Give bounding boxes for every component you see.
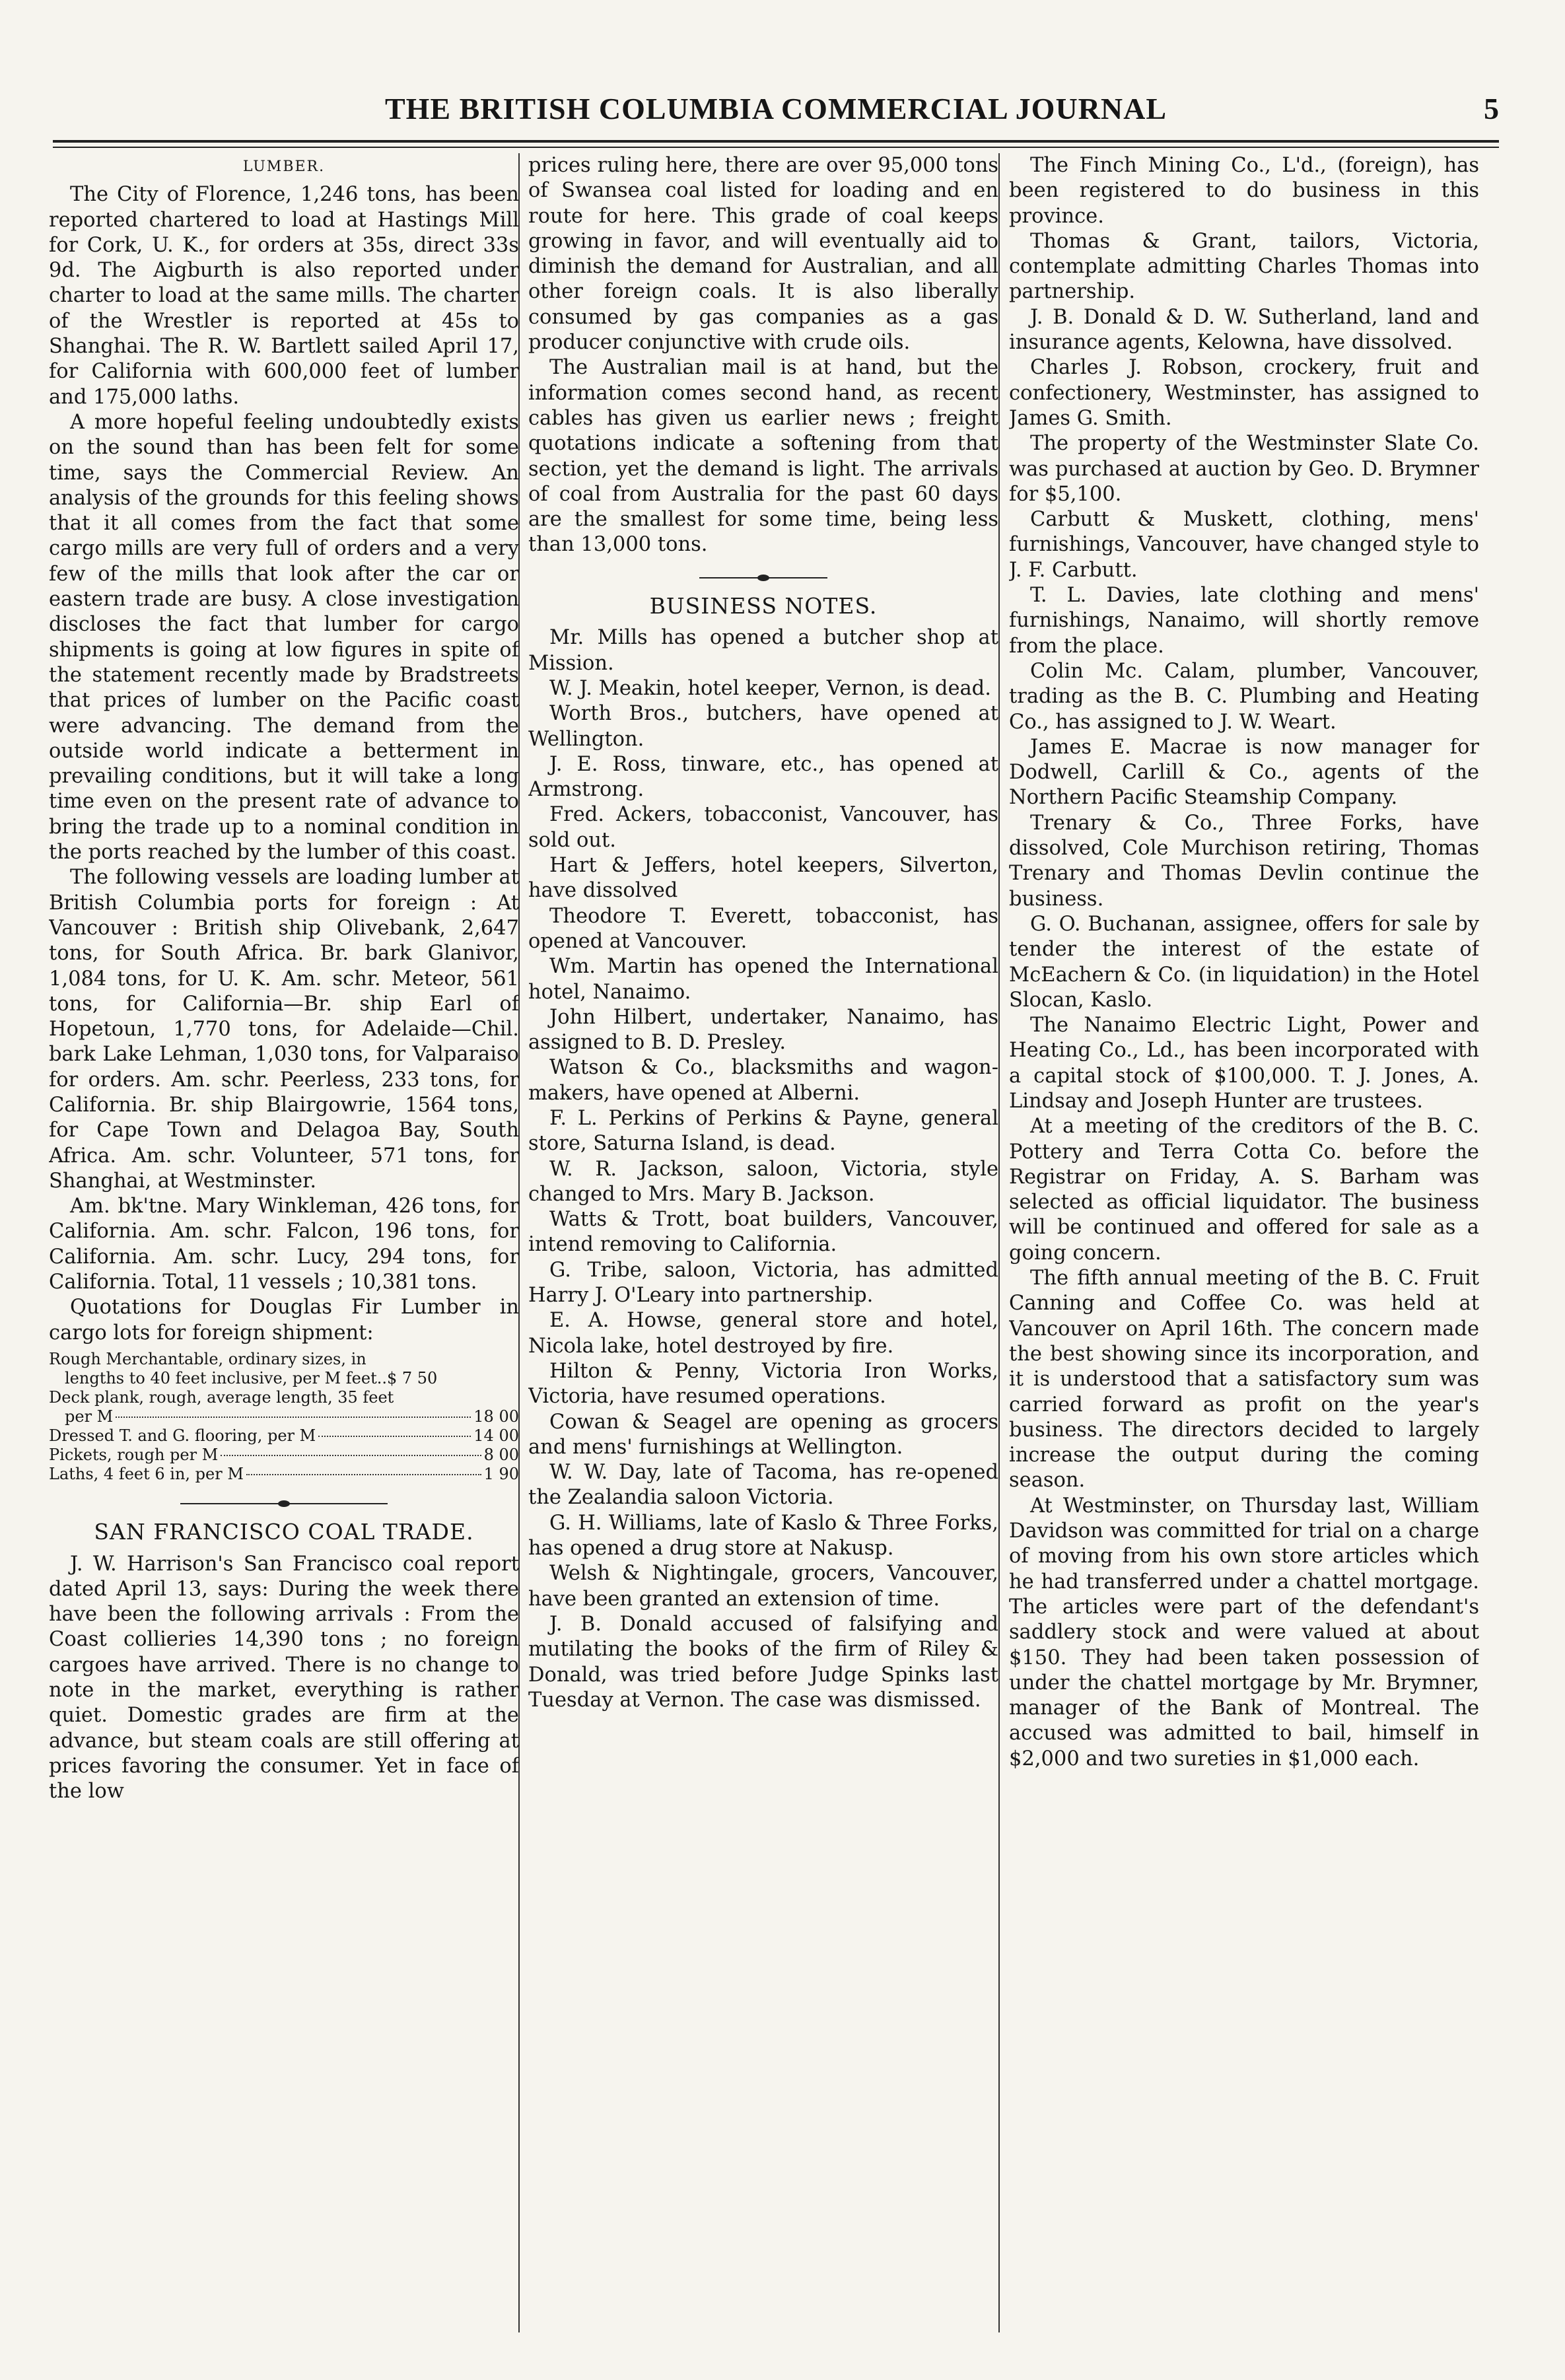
price-item (49, 1350, 519, 1388)
note-item: J. B. Donald & D. W. Sutherland, land and insurance agents, Kelowna, have dissolved. (1009, 305, 1479, 355)
price-label-cont: per M (65, 1407, 114, 1426)
price-label-cont: lengths to 40 feet inclusive, per M feet.. (65, 1368, 387, 1387)
business-notes-list (1009, 153, 1479, 1772)
note-item: Charles J. Robson, crockery, fruit and confectionery, Westminster, has assigned to James G. Smith. (1009, 356, 1479, 430)
price-value: 14 00 (473, 1426, 519, 1445)
note-item: G. Tribe, saloon, Victoria, has admitted Harry J. O'Leary into partnership. (528, 1258, 998, 1308)
note-item: G. H. Williams, late of Kaslo & Three Forks, has opened a drug store at Nakusp. (528, 1511, 998, 1560)
paragraph: A more hopeful feeling undoubtedly exists on the sound than has been felt for some time, says the Commercial Review. An analysis of the grounds for this feeling shows that it all comes from the fact that some cargo mills are very full of orders and a very few of the mills that look after the car or eastern trade are busy. A close investigation discloses the fact that lumber for cargo shipments is going at low figures in spite of the statement recently made by Bradstreets that prices of lumber on the Pacific coast were advancing. The demand from the outside world indicate a betterment in prevailing conditions, but it will take a long time even on the present rate of advance to bring the trade up to a nominal condition in the ports reached by the lumber of this coast. (49, 410, 519, 864)
page-number: 5 (1484, 92, 1499, 125)
leader-dots (246, 1474, 481, 1475)
note-item: Trenary & Co., Three Forks, have dissolved, Cole Murchison retiring, Thomas Trenary and Thomas Devlin continue the business. (1009, 811, 1479, 911)
header-rule-thick (53, 140, 1499, 143)
paragraph: prices ruling here, there are over 95,000 tons of Swansea coal listed for loading and en route for here. This grade of coal keeps growing in favor, and will eventually aid to diminish the demand for Australian, and all other foreign coals. It is also liberally consumed by gas companies as a gas producer conjunctive with crude oils. (528, 154, 998, 355)
note-item: Thomas & Grant, tailors, Victoria, contemplate admitting Charles Thomas into partnership. (1009, 229, 1479, 304)
price-label: Deck plank, rough, average length, 35 feet (49, 1387, 394, 1407)
column-1 (49, 153, 519, 2352)
leader-dots (116, 1417, 471, 1418)
note-item: J. E. Ross, tinware, etc., has opened at Armstrong. (528, 752, 998, 802)
paragraph: The following vessels are loading lumber at British Columbia ports for foreign : At Vancouver : British ship Olivebank, 2,647 tons, for South Africa. Br. bark Glanivor, 1,084 tons, for U. K. Am. schr. Meteor, 561 tons, for California—Br. ship Earl of Hopetoun, 1,770 tons, for Adelaide—Chil. bark Lake Lehman, 1,030 tons, for Valparaiso for orders. Am. schr. Peerless, 233 tons, for California. Br. ship Blairgowrie, 1564 tons, for Cape Town and Delagoa Bay, South Africa. Am. schr. Volunteer, 571 tons, for Shanghai, at Westminster. (49, 866, 519, 1193)
note-item: W. W. Day, late of Tacoma, has re-opened the Zealandia saloon Victoria. (528, 1461, 998, 1510)
business-notes-list (528, 625, 998, 1713)
price-item (49, 1446, 519, 1465)
note-item: T. L. Davies, late clothing and mens' furnishings, Nanaimo, will shortly remove from the place. (1009, 584, 1479, 658)
price-label: Rough Merchantable, ordinary sizes, in (49, 1349, 366, 1368)
price-value: 18 00 (473, 1407, 519, 1426)
note-item: J. B. Donald accused of falsifying and mutilating the books of the firm of Riley & Donald, was tried before Judge Spinks last Tuesday at Vernon. The case was dismissed. (528, 1612, 998, 1712)
note-item: E. A. Howse, general store and hotel, Nicola lake, hotel destroyed by fire. (528, 1309, 998, 1358)
note-item: Wm. Martin has opened the International hotel, Nanaimo. (528, 955, 998, 1004)
note-item: Cowan & Seagel are opening as grocers and mens' furnishings at Wellington. (528, 1410, 998, 1459)
column-2 (528, 153, 998, 2352)
note-item: John Hilbert, undertaker, Nanaimo, has assigned to B. D. Presley. (528, 1005, 998, 1055)
price-value: 1 90 (483, 1464, 519, 1483)
price-label: Dressed T. and G. flooring, per M (49, 1426, 316, 1445)
note-item: James E. Macrae is now manager for Dodwell, Carlill & Co., agents of the Northern Pacific Steamship Company. (1009, 735, 1479, 810)
note-item: W. R. Jackson, saloon, Victoria, style changed to Mrs. Mary B. Jackson. (528, 1157, 998, 1206)
note-item: At a meeting of the creditors of the B. C. Pottery and Terra Cotta Co. before the Registrar on Friday, A. S. Barham was selected as official liquidator. The business will be continued and offered for sale as a going concern. (1009, 1115, 1479, 1265)
journal-title: THE BRITISH COLUMBIA COMMERCIAL JOURNAL (384, 92, 1167, 125)
paragraph: J. W. Harrison's San Francisco coal report dated April 13, says: During the week there have been the following arrivals : From the Coast collieries 14,390 tons ; no foreign cargoes have arrived. There is no change to note in the market, everything is rather quiet. Domestic grades are firm at the advance, but steam coals are still offering at prices favoring the consumer. Yet in face of the low (49, 1552, 519, 1803)
paragraph: Am. bk'tne. Mary Winkleman, 426 tons, for California. Am. schr. Falcon, 196 tons, for California. Am. schr. Lucy, 294 tons, for California. Total, 11 vessels ; 10,381 tons. (49, 1195, 519, 1294)
column-3 (1009, 153, 1479, 2352)
note-item: Colin Mc. Calam, plumber, Vancouver, trading as the B. C. Plumbing and Heating Co., has assigned to J. W. Weart. (1009, 659, 1479, 734)
page-header (53, 91, 1499, 137)
leader-dots (221, 1455, 481, 1456)
price-item (49, 1465, 519, 1484)
note-item: Fred. Ackers, tobacconist, Vancouver, has sold out. (528, 803, 998, 852)
section-heading-business: BUSINESS NOTES. (649, 593, 878, 619)
paragraph: Quotations for Douglas Fir Lumber in cargo lots for foreign shipment: (49, 1296, 519, 1345)
note-item: Worth Bros., butchers, have opened at Wellington. (528, 702, 998, 751)
note-item: F. L. Perkins of Perkins & Payne, general store, Saturna Island, is dead. (528, 1106, 998, 1156)
note-item: W. J. Meakin, hotel keeper, Vernon, is dead. (549, 676, 991, 700)
column-divider (998, 153, 1000, 2332)
note-item: Watts & Trott, boat builders, Vancouver, intend removing to California. (528, 1208, 998, 1257)
note-item: The fifth annual meeting of the B. C. Fruit Canning and Coffee Co. was held at Vancouver on April 16th. The concern made the best showing since its incorporation, and it is understood that a satisfactory sum was carried forward as profit on the year's business. The directors decided to largely increase the output during the coming season. (1009, 1267, 1479, 1492)
leader-dots (318, 1436, 471, 1437)
price-value: $ 7 50 (386, 1368, 438, 1387)
section-divider (49, 1490, 519, 1516)
price-item (49, 1388, 519, 1426)
price-label: Pickets, rough per M (49, 1445, 219, 1464)
note-item: Mr. Mills has opened a butcher shop at Mission. (528, 626, 998, 675)
price-label: Laths, 4 feet 6 in, per M (49, 1464, 244, 1483)
paragraph: The City of Florence, 1,246 tons, has been reported chartered to load at Hastings Mill for Cork, U. K., for orders at 35s, direct 33s 9d. The Aigburth is also reported under charter to load at the same mills. The charter of the Wrestler is reported at 45s to Shanghai. The R. W. Bartlett sailed April 17, for California with 600,000 feet of lumber and 175,000 laths. (49, 183, 519, 409)
note-item: The property of the Westminster Slate Co. was purchased at auction by Geo. D. Brymner for $5,100. (1009, 432, 1479, 506)
note-item: Hart & Jeffers, hotel keepers, Silverton, have dissolved (528, 854, 998, 903)
section-heading-coal: SAN FRANCISCO COAL TRADE. (94, 1519, 474, 1545)
section-heading-lumber: LUMBER. (242, 158, 326, 175)
note-item: The Nanaimo Electric Light, Power and Heating Co., Ld., has been incorporated with a capital stock of $100,000. T. J. Jones, A. Lindsay and Joseph Hunter are trustees. (1009, 1014, 1479, 1113)
note-item: Carbutt & Muskett, clothing, mens' furnishings, Vancouver, have changed style to J. F. Carbutt. (1009, 508, 1479, 582)
note-item: At Westminster, on Thursday last, William Davidson was committed for trial on a charge of moving from his own store articles which he had transferred under a chattel mortgage. The articles were part of the defendant's saddlery stock and were valued at about $150. They had been taken possession of under the chattel mortgage by Mr. Brymner, manager of the Bank of Montreal. The accused was admitted to bail, himself in $2,000 and two sureties in $1,000 each. (1009, 1494, 1479, 1770)
note-item: The Finch Mining Co., L'd., (foreign), has been registered to do business in this province. (1009, 154, 1479, 228)
price-list (49, 1350, 519, 1484)
header-rule-thin (53, 147, 1499, 148)
price-item (49, 1426, 519, 1446)
paragraph: The Australian mail is at hand, but the information comes second hand, as recent cables has given us earlier news ; freight quotations indicate a softening from that section, yet the demand is light. The arrivals of coal from Australia for the past 60 days are the smallest for some time, being less than 13,000 tons. (528, 356, 998, 557)
note-item: Watson & Co., blacksmiths and wagon-makers, have opened at Alberni. (528, 1056, 998, 1105)
note-item: G. O. Buchanan, assignee, offers for sale by tender the interest of the estate of McEachern & Co. (in liquidation) in the Hotel Slocan, Kaslo. (1009, 912, 1479, 1012)
section-divider (528, 565, 998, 590)
price-value: 8 00 (483, 1445, 519, 1464)
note-item: Hilton & Penny, Victoria Iron Works, Victoria, have resumed operations. (528, 1359, 998, 1409)
note-item: Theodore T. Everett, tobacconist, has opened at Vancouver. (528, 904, 998, 953)
note-item: Welsh & Nightingale, grocers, Vancouver, have been granted an extension of time. (528, 1562, 998, 1611)
